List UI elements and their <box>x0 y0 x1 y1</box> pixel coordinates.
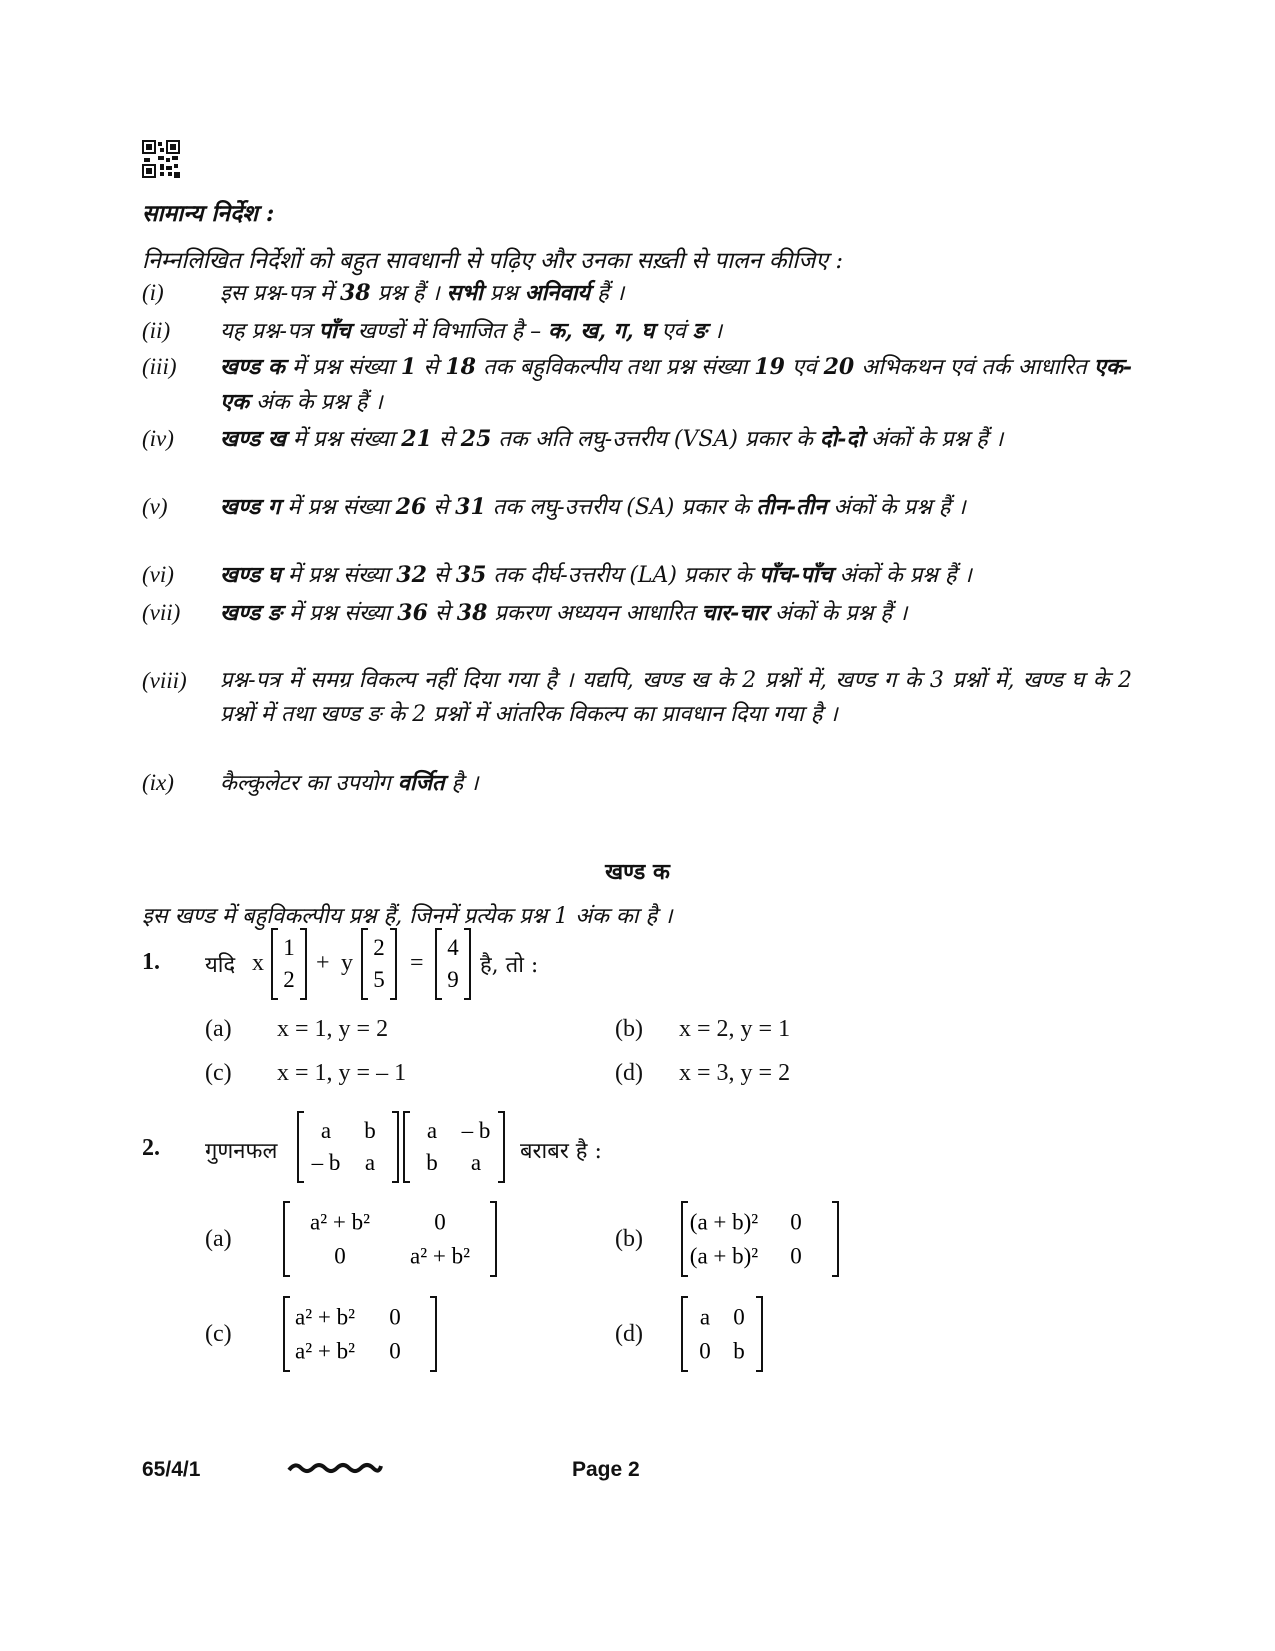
matrix-entry: b <box>426 1150 438 1176</box>
instruction-number: (vii) <box>142 600 181 625</box>
matrix-brackets <box>360 928 398 1000</box>
matrix-entry: b <box>364 1118 376 1144</box>
instruction-item <box>142 766 1132 801</box>
matrix-entry: b <box>733 1338 745 1364</box>
q1-yadi: यदि <box>205 953 236 978</box>
matrix-entry: 0 <box>334 1243 346 1269</box>
instruction-item <box>142 490 1132 525</box>
q2-matrix-a <box>296 1111 400 1187</box>
matrix-entry: (a + b)² <box>689 1209 759 1235</box>
instruction-text: खण्ड घ में प्रश्न संख्या 32 से 35 तक दीर्घ-उत्तरीय (LA) प्रकार के पाँच-पाँच अंकों के प्रश्न हैं । <box>220 562 972 588</box>
instruction-item <box>142 558 1132 593</box>
instruction-text: इस प्रश्न-पत्र में 38 प्रश्न हैं । सभी प्रश्न अनिवार्य हैं । <box>220 280 625 306</box>
qr-code-icon <box>142 140 180 178</box>
matrix-entry: 0 <box>790 1209 802 1235</box>
instruction-number: (iii) <box>142 354 177 379</box>
section-intro: इस खण्ड में बहुविकल्पीय प्रश्न हैं, जिनमें प्रत्येक प्रश्न 1 अंक का है । <box>142 904 673 929</box>
matrix-brackets <box>402 1111 506 1183</box>
instruction-item <box>142 314 1132 349</box>
instruction-text: यह प्रश्न-पत्र पाँच खण्डों में विभाजित है – क, ख, ग, घ एवं ङ । <box>220 318 723 344</box>
instruction-text: खण्ड ङ में प्रश्न संख्या 36 से 38 प्रकरण अध्ययन आधारित चार-चार अंकों के प्रश्न हैं । <box>220 600 908 626</box>
matrix-entry: 0 <box>699 1338 711 1364</box>
q2-option-a-label[interactable]: (a) <box>205 1226 232 1252</box>
q2-option-b-label[interactable]: (b) <box>615 1226 643 1252</box>
matrix-entry: a <box>470 1150 482 1176</box>
matrix-entry: – b <box>461 1118 491 1144</box>
matrix-brackets <box>282 1296 438 1372</box>
matrix-entry: 1 <box>283 935 295 961</box>
q2-option-d-matrix <box>680 1296 764 1376</box>
matrix-entry: a² + b² <box>410 1243 470 1269</box>
matrix-entry: 2 <box>373 935 385 961</box>
instruction-number: (ii) <box>142 318 171 343</box>
q1-y: y <box>341 950 353 976</box>
q1-option-c[interactable]: (c) x = 1, y = – 1 <box>205 1060 407 1086</box>
matrix-brackets <box>282 1201 498 1277</box>
q2-option-b-matrix <box>680 1201 840 1281</box>
general-instructions-title: सामान्य निर्देश : <box>142 200 275 227</box>
matrix-entry: a² + b² <box>310 1209 370 1235</box>
matrix-brackets <box>680 1296 764 1372</box>
matrix-entry: 0 <box>733 1304 745 1330</box>
matrix-entry: a <box>364 1150 376 1176</box>
q2-option-d-label[interactable]: (d) <box>615 1321 643 1347</box>
matrix-entry: 5 <box>373 967 385 993</box>
q2-tail: बराबर है : <box>520 1139 602 1164</box>
q2-option-c-label[interactable]: (c) <box>205 1321 232 1347</box>
matrix-entry: – b <box>311 1150 341 1176</box>
section-title: खण्ड क <box>605 859 670 885</box>
instruction-number: (v) <box>142 494 168 519</box>
instruction-number: (viii) <box>142 668 187 693</box>
matrix-entry: a <box>699 1304 711 1330</box>
instruction-text: प्रश्न-पत्र में समग्र विकल्प नहीं दिया गया है । यद्यपि, खण्ड ख के 2 प्रश्नों में, खण्ड ग के 3 प्रश्नों में, खण्ड घ के 2 प्रश्नों में तथा खण्ड ङ के 2 प्रश्नों में आंतरिक विकल्प का प्रावधान दिया गया है । <box>220 668 1132 727</box>
instruction-text: खण्ड ग में प्रश्न संख्या 26 से 31 तक लघु-उत्तरीय (SA) प्रकार के तीन-तीन अंकों के प्रश्न हैं । <box>220 494 966 520</box>
question-number: 2. <box>142 1135 160 1161</box>
matrix-entry: a² + b² <box>295 1304 355 1330</box>
instruction-text: खण्ड क में प्रश्न संख्या 1 से 18 तक बहुविकल्पीय तथा प्रश्न संख्या 19 एवं 20 अभिकथन एवं तर्क आधारित एक-एक अंक के प्रश्न हैं । <box>220 354 1133 415</box>
instruction-number: (vi) <box>142 562 174 587</box>
matrix-entry: (a + b)² <box>689 1243 759 1269</box>
q2-matrix-b <box>402 1111 506 1187</box>
matrix-entry: 2 <box>283 967 295 993</box>
tilde-ornament-icon <box>287 1460 383 1476</box>
instruction-item <box>142 422 1132 457</box>
q1-x: x <box>252 950 264 976</box>
matrix-entry: 0 <box>790 1243 802 1269</box>
q2-option-a-matrix <box>282 1201 498 1281</box>
matrix-entry: 4 <box>447 935 459 961</box>
instruction-text: खण्ड ख में प्रश्न संख्या 21 से 25 तक अति लघु-उत्तरीय (VSA) प्रकार के दो-दो अंकों के प्रश्न हैं । <box>220 426 1004 452</box>
matrix-entry: 9 <box>447 967 459 993</box>
q1-equals: = <box>410 950 424 976</box>
matrix-brackets <box>270 928 308 1000</box>
instruction-item <box>142 596 1132 631</box>
instruction-number: (i) <box>142 280 164 305</box>
q1-plus: + <box>316 950 330 976</box>
q1-tail: है, तो : <box>480 953 539 978</box>
q1-matrix-3 <box>434 928 472 1004</box>
matrix-brackets <box>296 1111 400 1183</box>
page-number: Page 2 <box>572 1458 640 1481</box>
matrix-entry: 0 <box>389 1338 401 1364</box>
q1-option-d[interactable]: (d) x = 3, y = 2 <box>615 1060 791 1086</box>
instruction-number: (ix) <box>142 770 174 795</box>
paper-code: 65/4/1 <box>142 1458 201 1481</box>
matrix-entry: a <box>320 1118 332 1144</box>
instruction-item <box>142 276 1132 311</box>
q1-matrix-2 <box>360 928 398 1004</box>
matrix-brackets <box>434 928 472 1000</box>
q1-matrix-1 <box>270 928 308 1004</box>
instructions-intro: निम्नलिखित निर्देशों को बहुत सावधानी से पढ़िए और उनका सख़्ती से पालन कीजिए : <box>142 248 844 274</box>
matrix-entry: 0 <box>434 1209 446 1235</box>
matrix-entry: 0 <box>389 1304 401 1330</box>
instruction-item <box>142 664 1132 732</box>
q1-option-b[interactable]: (b) x = 2, y = 1 <box>615 1016 791 1042</box>
instruction-number: (iv) <box>142 426 174 451</box>
q1-option-a[interactable]: (a) x = 1, y = 2 <box>205 1016 389 1042</box>
matrix-entry: a <box>426 1118 438 1144</box>
matrix-entry: a² + b² <box>295 1338 355 1364</box>
instruction-item <box>142 350 1132 420</box>
question-number: 1. <box>142 949 160 975</box>
q2-option-c-matrix <box>282 1296 438 1376</box>
instruction-text: कैल्कुलेटर का उपयोग वर्जित है । <box>220 770 479 796</box>
q2-lead: गुणनफल <box>205 1139 278 1164</box>
matrix-brackets <box>680 1201 840 1277</box>
